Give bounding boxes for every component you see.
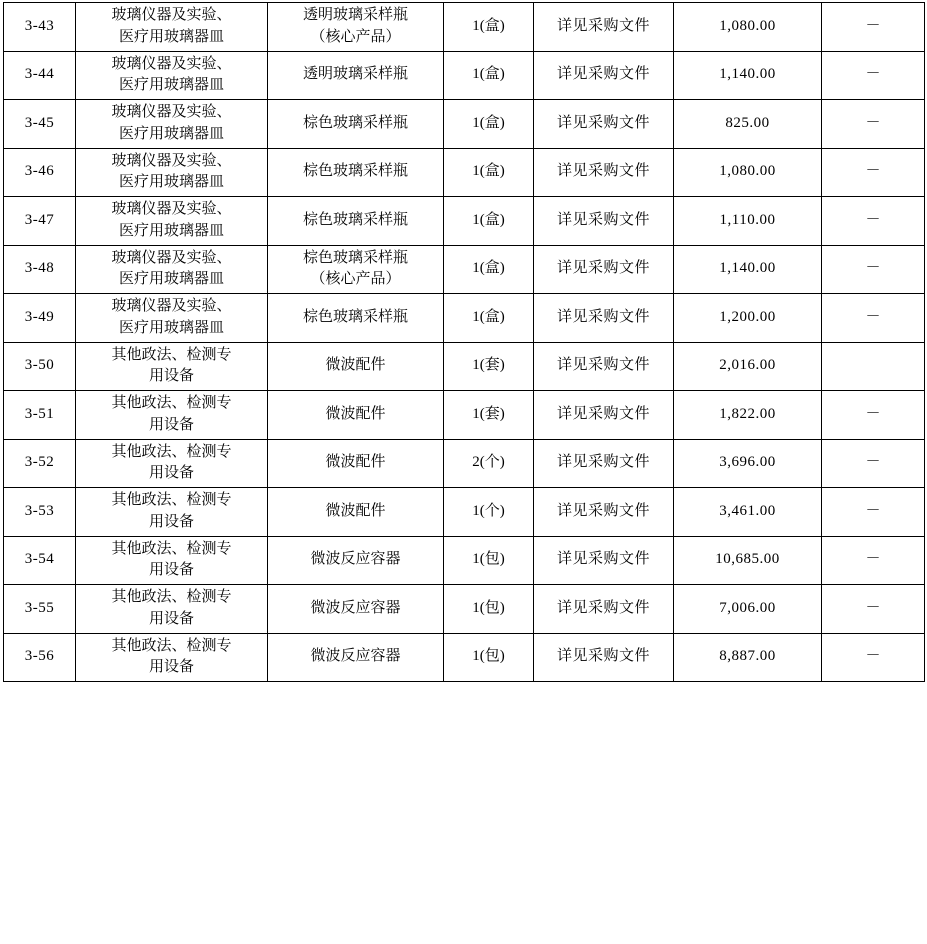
table-row	[4, 197, 925, 246]
table-row	[4, 51, 925, 100]
cell-category: 其他政法、检测专 用设备	[76, 536, 268, 585]
cell-category: 玻璃仪器及实验、 医疗用玻璃器皿	[76, 294, 268, 343]
cell-remark: －	[822, 148, 925, 197]
procurement-items-table	[3, 2, 925, 682]
cell-item-number: 3-49	[4, 294, 76, 343]
cell-remark: －	[822, 294, 925, 343]
cell-item-number: 3-51	[4, 391, 76, 440]
cell-item-number: 3-48	[4, 245, 76, 294]
cell-unit-price: 1,080.00	[674, 148, 822, 197]
cell-technical-spec: 详见采购文件	[534, 391, 674, 440]
cell-quantity: 1(套)	[444, 342, 534, 391]
table-row	[4, 585, 925, 634]
cell-quantity: 1(包)	[444, 536, 534, 585]
cell-item-number: 3-52	[4, 439, 76, 488]
cell-product-name: 微波反应容器	[268, 633, 444, 682]
cell-product-name: 微波反应容器	[268, 536, 444, 585]
cell-product-name: 微波配件	[268, 488, 444, 537]
cell-quantity: 1(盒)	[444, 100, 534, 149]
cell-technical-spec: 详见采购文件	[534, 536, 674, 585]
cell-category: 玻璃仪器及实验、 医疗用玻璃器皿	[76, 148, 268, 197]
cell-unit-price: 1,140.00	[674, 51, 822, 100]
cell-technical-spec: 详见采购文件	[534, 3, 674, 52]
cell-remark: －	[822, 100, 925, 149]
cell-remark: －	[822, 536, 925, 585]
cell-product-name: 微波配件	[268, 391, 444, 440]
table-row	[4, 100, 925, 149]
cell-category: 其他政法、检测专 用设备	[76, 633, 268, 682]
cell-product-name: 透明玻璃采样瓶 （核心产品）	[268, 3, 444, 52]
cell-item-number: 3-55	[4, 585, 76, 634]
cell-remark: －	[822, 245, 925, 294]
table-row	[4, 3, 925, 52]
cell-category: 玻璃仪器及实验、 医疗用玻璃器皿	[76, 51, 268, 100]
cell-category: 玻璃仪器及实验、 医疗用玻璃器皿	[76, 197, 268, 246]
cell-category: 玻璃仪器及实验、 医疗用玻璃器皿	[76, 3, 268, 52]
table-row	[4, 488, 925, 537]
cell-technical-spec: 详见采购文件	[534, 488, 674, 537]
cell-technical-spec: 详见采购文件	[534, 294, 674, 343]
cell-unit-price: 1,200.00	[674, 294, 822, 343]
cell-product-name: 透明玻璃采样瓶	[268, 51, 444, 100]
table-row	[4, 294, 925, 343]
cell-category: 其他政法、检测专 用设备	[76, 585, 268, 634]
cell-technical-spec: 详见采购文件	[534, 633, 674, 682]
cell-item-number: 3-56	[4, 633, 76, 682]
cell-item-number: 3-53	[4, 488, 76, 537]
cell-remark: －	[822, 488, 925, 537]
cell-quantity: 1(包)	[444, 585, 534, 634]
cell-product-name: 棕色玻璃采样瓶	[268, 294, 444, 343]
cell-unit-price: 2,016.00	[674, 342, 822, 391]
cell-technical-spec: 详见采购文件	[534, 245, 674, 294]
document-page	[0, 2, 927, 944]
cell-technical-spec: 详见采购文件	[534, 51, 674, 100]
cell-unit-price: 3,461.00	[674, 488, 822, 537]
cell-product-name: 微波配件	[268, 342, 444, 391]
cell-quantity: 1(盒)	[444, 51, 534, 100]
cell-unit-price: 10,685.00	[674, 536, 822, 585]
cell-quantity: 1(盒)	[444, 3, 534, 52]
cell-item-number: 3-54	[4, 536, 76, 585]
cell-quantity: 1(盒)	[444, 294, 534, 343]
cell-technical-spec: 详见采购文件	[534, 585, 674, 634]
cell-remark: －	[822, 51, 925, 100]
cell-quantity: 1(个)	[444, 488, 534, 537]
table-row	[4, 148, 925, 197]
cell-remark: －	[822, 439, 925, 488]
cell-category: 玻璃仪器及实验、 医疗用玻璃器皿	[76, 100, 268, 149]
cell-item-number: 3-45	[4, 100, 76, 149]
cell-product-name: 棕色玻璃采样瓶 （核心产品）	[268, 245, 444, 294]
cell-technical-spec: 详见采购文件	[534, 439, 674, 488]
cell-technical-spec: 详见采购文件	[534, 100, 674, 149]
table-row	[4, 536, 925, 585]
cell-remark	[822, 342, 925, 391]
table-row	[4, 245, 925, 294]
cell-unit-price: 1,822.00	[674, 391, 822, 440]
cell-category: 其他政法、检测专 用设备	[76, 488, 268, 537]
cell-technical-spec: 详见采购文件	[534, 197, 674, 246]
cell-unit-price: 3,696.00	[674, 439, 822, 488]
cell-unit-price: 1,140.00	[674, 245, 822, 294]
cell-product-name: 棕色玻璃采样瓶	[268, 100, 444, 149]
cell-category: 其他政法、检测专 用设备	[76, 342, 268, 391]
cell-product-name: 微波配件	[268, 439, 444, 488]
cell-category: 其他政法、检测专 用设备	[76, 439, 268, 488]
cell-quantity: 1(盒)	[444, 245, 534, 294]
cell-technical-spec: 详见采购文件	[534, 148, 674, 197]
cell-unit-price: 8,887.00	[674, 633, 822, 682]
cell-item-number: 3-46	[4, 148, 76, 197]
cell-unit-price: 7,006.00	[674, 585, 822, 634]
cell-product-name: 微波反应容器	[268, 585, 444, 634]
table-row	[4, 342, 925, 391]
cell-remark: －	[822, 391, 925, 440]
table-row	[4, 633, 925, 682]
cell-quantity: 2(个)	[444, 439, 534, 488]
cell-unit-price: 825.00	[674, 100, 822, 149]
cell-unit-price: 1,110.00	[674, 197, 822, 246]
cell-remark: －	[822, 633, 925, 682]
cell-product-name: 棕色玻璃采样瓶	[268, 148, 444, 197]
cell-quantity: 1(包)	[444, 633, 534, 682]
cell-quantity: 1(套)	[444, 391, 534, 440]
table-row	[4, 439, 925, 488]
table-row	[4, 391, 925, 440]
cell-remark: －	[822, 197, 925, 246]
cell-item-number: 3-43	[4, 3, 76, 52]
cell-category: 其他政法、检测专 用设备	[76, 391, 268, 440]
cell-quantity: 1(盒)	[444, 148, 534, 197]
cell-remark: －	[822, 585, 925, 634]
cell-item-number: 3-50	[4, 342, 76, 391]
cell-product-name: 棕色玻璃采样瓶	[268, 197, 444, 246]
cell-unit-price: 1,080.00	[674, 3, 822, 52]
cell-category: 玻璃仪器及实验、 医疗用玻璃器皿	[76, 245, 268, 294]
cell-item-number: 3-44	[4, 51, 76, 100]
cell-item-number: 3-47	[4, 197, 76, 246]
cell-technical-spec: 详见采购文件	[534, 342, 674, 391]
cell-remark: －	[822, 3, 925, 52]
cell-quantity: 1(盒)	[444, 197, 534, 246]
